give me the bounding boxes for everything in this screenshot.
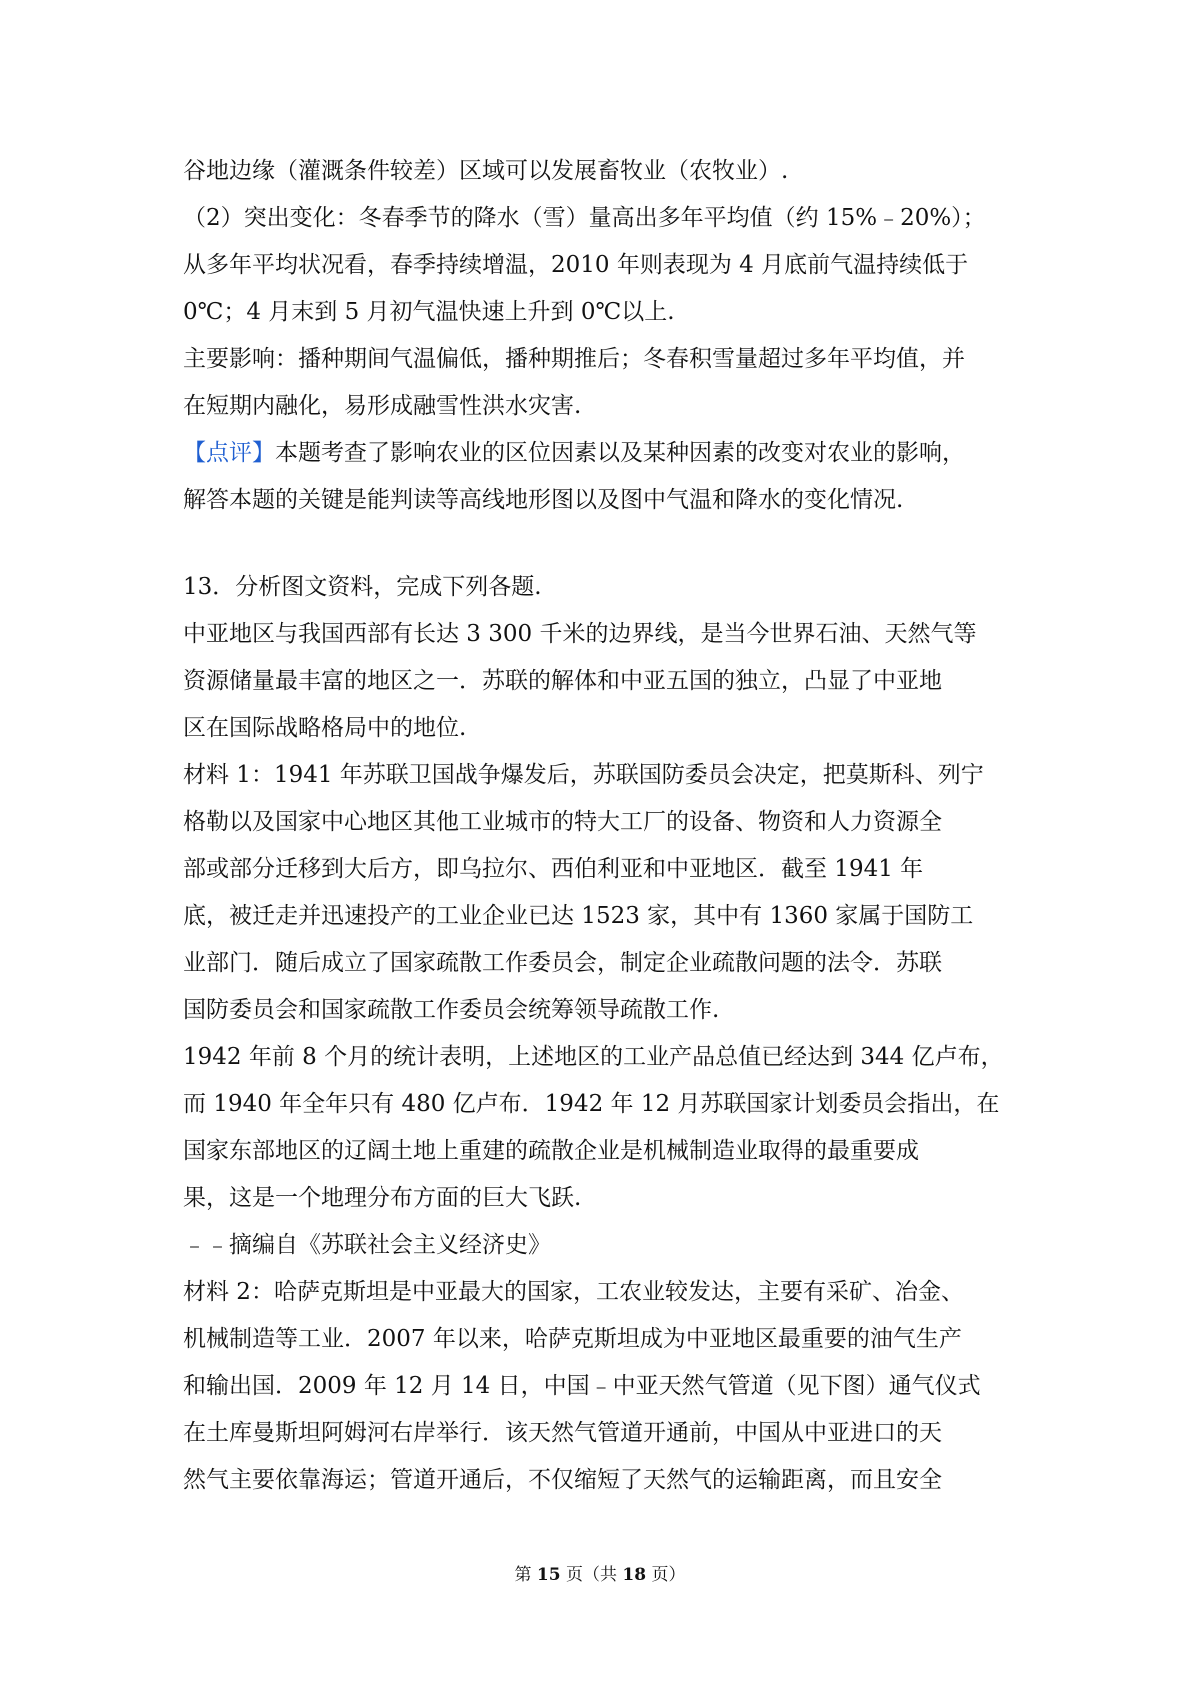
- source-citation: [183, 1222, 1033, 1269]
- paragraph-material-1: [183, 752, 1033, 1034]
- text-line: 中亚地区与我国西部有长达 3 300 千米的边界线，是当今世界石油、天然气等: [183, 621, 977, 647]
- paragraph-irrigation: [183, 148, 1033, 195]
- page-number: 15: [536, 1565, 561, 1585]
- text-line: ﹣﹣摘编自《苏联社会主义经济史》: [183, 1232, 551, 1258]
- text-line: 果，这是一个地理分布方面的巨大飞跃.: [183, 1185, 582, 1211]
- text-line: 材料 1：1941 年苏联卫国战争爆发后，苏联国防委员会决定，把莫斯科、列宁: [183, 762, 984, 788]
- text-line: 谷地边缘（灌溉条件较差）区域可以发展畜牧业（农牧业）.: [183, 158, 789, 184]
- text-line: 部或部分迁移到大后方，即乌拉尔、西伯利亚和中亚地区．截至 1941 年: [183, 856, 924, 882]
- paragraph-change: [183, 195, 1033, 336]
- text-line: 格勒以及国家中心地区其他工业城市的特大工厂的设备、物资和人力资源全: [183, 809, 942, 835]
- paragraph-central-asia: [183, 611, 1033, 752]
- page-total: 18: [622, 1565, 647, 1585]
- text-line: 0℃；4 月末到 5 月初气温快速上升到 0℃以上.: [183, 299, 675, 325]
- text-line: 资源储量最丰富的地区之一．苏联的解体和中亚五国的独立，凸显了中亚地: [183, 668, 942, 694]
- text-line: 从多年平均状况看，春季持续增温，2010 年则表现为 4 月底前气温持续低于: [183, 252, 969, 278]
- paragraph-commentary: [183, 430, 1033, 524]
- paragraph-statistics-1942: [183, 1034, 1033, 1222]
- text-line: 然气主要依靠海运；管道开通后，不仅缩短了天然气的运输距离，而且安全: [183, 1467, 942, 1493]
- page-footer: 第 15 页（共 18 页）: [514, 1565, 686, 1585]
- text-line: 底，被迁走并迅速投产的工业企业已达 1523 家，其中有 1360 家属于国防工: [183, 903, 974, 929]
- text-line: 【点评】本题考查了影响农业的区位因素以及某种因素的改变对农业的影响，: [183, 440, 965, 466]
- text-line: 材料 2：哈萨克斯坦是中亚最大的国家，工农业较发达，主要有采矿、冶金、: [183, 1279, 964, 1305]
- text-line: 机械制造等工业．2007 年以来，哈萨克斯坦成为中亚地区最重要的油气生产: [183, 1326, 962, 1352]
- text-line: 13．分析图文资料，完成下列各题.: [183, 574, 542, 600]
- text-line: 解答本题的关键是能判读等高线地形图以及图中气温和降水的变化情况.: [183, 487, 904, 513]
- text-line: （2）突出变化：冬春季节的降水（雪）量高出多年平均值（约 15%﹣20%）；: [183, 205, 986, 231]
- commentary-tag: 【点评】: [183, 440, 275, 466]
- text-line: 而 1940 年全年只有 480 亿卢布．1942 年 12 月苏联国家计划委员会指出，在: [183, 1091, 1000, 1117]
- text-line: 和输出国．2009 年 12 月 14 日，中国﹣中亚天然气管道（见下图）通气仪式: [183, 1373, 981, 1399]
- text-line: 1942 年前 8 个月的统计表明，上述地区的工业产品总值已经达到 344 亿卢布，: [183, 1044, 1004, 1070]
- text-line: 在短期内融化，易形成融雪性洪水灾害.: [183, 393, 582, 419]
- paragraph-impact: [183, 336, 1033, 430]
- text-line: 国防委员会和国家疏散工作委员会统筹领导疏散工作.: [183, 997, 720, 1023]
- paragraph-material-2: [183, 1269, 1033, 1504]
- text-line: 区在国际战略格局中的地位.: [183, 715, 467, 741]
- text-line: 业部门．随后成立了国家疏散工作委员会，制定企业疏散问题的法令．苏联: [183, 950, 942, 976]
- text-line: 国家东部地区的辽阔土地上重建的疏散企业是机械制造业取得的最重要成: [183, 1138, 919, 1164]
- spacer: [183, 524, 1033, 564]
- question-13-heading: [183, 564, 1033, 611]
- document-body: [183, 148, 1033, 1504]
- text-line: 主要影响：播种期间气温偏低，播种期推后；冬春积雪量超过多年平均值，并: [183, 346, 965, 372]
- text-line: 在土库曼斯坦阿姆河右岸举行．该天然气管道开通前，中国从中亚进口的天: [183, 1420, 942, 1446]
